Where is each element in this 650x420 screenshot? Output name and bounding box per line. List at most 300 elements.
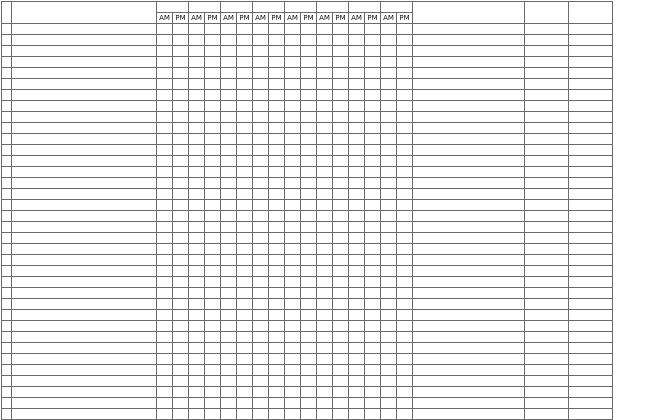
row-schedule-cell bbox=[221, 310, 237, 321]
row-schedule-cell bbox=[205, 222, 221, 233]
row-schedule-cell bbox=[333, 35, 349, 46]
row-clinic-name bbox=[12, 200, 157, 211]
row-tel bbox=[525, 145, 569, 156]
row-schedule-cell bbox=[237, 145, 253, 156]
row-schedule-cell bbox=[253, 123, 269, 134]
row-schedule-cell bbox=[397, 365, 413, 376]
row-schedule-cell bbox=[189, 90, 205, 101]
row-schedule-cell bbox=[157, 189, 173, 200]
row-schedule-cell bbox=[221, 134, 237, 145]
row-schedule-cell bbox=[381, 299, 397, 310]
header-pm: PM bbox=[269, 13, 285, 24]
row-schedule-cell bbox=[317, 123, 333, 134]
row-schedule-cell bbox=[269, 233, 285, 244]
row-schedule-cell bbox=[381, 156, 397, 167]
row-schedule-cell bbox=[349, 233, 365, 244]
row-schedule-cell bbox=[365, 299, 381, 310]
row-schedule-cell bbox=[285, 79, 301, 90]
header-am: AM bbox=[317, 13, 333, 24]
row-schedule-cell bbox=[253, 112, 269, 123]
row-schedule-cell bbox=[189, 310, 205, 321]
row-schedule-cell bbox=[301, 255, 317, 266]
row-schedule-cell bbox=[221, 101, 237, 112]
row-schedule-cell bbox=[333, 68, 349, 79]
row-schedule-cell bbox=[301, 46, 317, 57]
row-schedule-cell bbox=[221, 354, 237, 365]
row-schedule-cell bbox=[221, 233, 237, 244]
row-schedule-cell bbox=[269, 167, 285, 178]
row-schedule-cell bbox=[285, 200, 301, 211]
row-schedule-cell bbox=[285, 178, 301, 189]
row-tel bbox=[525, 277, 569, 288]
row-schedule-cell bbox=[269, 145, 285, 156]
row-schedule-cell bbox=[285, 277, 301, 288]
row-schedule-cell bbox=[381, 101, 397, 112]
row-schedule-cell bbox=[253, 387, 269, 398]
row-schedule-cell bbox=[381, 277, 397, 288]
row-schedule-cell bbox=[301, 376, 317, 387]
row-clinic-name bbox=[12, 409, 157, 420]
row-address bbox=[413, 288, 525, 299]
row-schedule-cell bbox=[317, 57, 333, 68]
row-clinic-name bbox=[12, 266, 157, 277]
row-address bbox=[413, 365, 525, 376]
row-clinic-name bbox=[12, 123, 157, 134]
table-row bbox=[2, 288, 613, 299]
row-schedule-cell bbox=[237, 68, 253, 79]
header-tel bbox=[525, 2, 569, 24]
row-schedule-cell bbox=[189, 134, 205, 145]
row-schedule-cell bbox=[173, 277, 189, 288]
row-schedule-cell bbox=[173, 46, 189, 57]
row-clinic-name bbox=[12, 255, 157, 266]
row-fax bbox=[569, 68, 613, 79]
row-schedule-cell bbox=[237, 233, 253, 244]
row-kana-index bbox=[2, 255, 12, 266]
row-schedule-cell bbox=[253, 244, 269, 255]
row-tel bbox=[525, 332, 569, 343]
row-schedule-cell bbox=[397, 387, 413, 398]
row-schedule-cell bbox=[269, 343, 285, 354]
row-schedule-cell bbox=[205, 134, 221, 145]
row-schedule-cell bbox=[189, 35, 205, 46]
row-schedule-cell bbox=[237, 409, 253, 420]
row-schedule-cell bbox=[189, 255, 205, 266]
row-schedule-cell bbox=[221, 57, 237, 68]
row-address bbox=[413, 90, 525, 101]
table-row bbox=[2, 167, 613, 178]
row-schedule-cell bbox=[349, 35, 365, 46]
table-row bbox=[2, 277, 613, 288]
row-schedule-cell bbox=[189, 79, 205, 90]
row-schedule-cell bbox=[317, 68, 333, 79]
row-schedule-cell bbox=[285, 398, 301, 409]
row-schedule-cell bbox=[301, 200, 317, 211]
row-schedule-cell bbox=[349, 266, 365, 277]
row-schedule-cell bbox=[397, 112, 413, 123]
row-schedule-cell bbox=[317, 145, 333, 156]
row-schedule-cell bbox=[381, 145, 397, 156]
row-schedule-cell bbox=[157, 24, 173, 35]
row-tel bbox=[525, 24, 569, 35]
row-schedule-cell bbox=[237, 244, 253, 255]
table-row bbox=[2, 57, 613, 68]
row-clinic-name bbox=[12, 310, 157, 321]
row-schedule-cell bbox=[269, 189, 285, 200]
row-clinic-name bbox=[12, 134, 157, 145]
row-schedule-cell bbox=[189, 321, 205, 332]
table-row bbox=[2, 200, 613, 211]
header-am: AM bbox=[285, 13, 301, 24]
row-schedule-cell bbox=[333, 211, 349, 222]
row-schedule-cell bbox=[365, 90, 381, 101]
row-schedule-cell bbox=[157, 167, 173, 178]
row-schedule-cell bbox=[333, 398, 349, 409]
table-header bbox=[2, 2, 613, 24]
row-clinic-name bbox=[12, 46, 157, 57]
row-schedule-cell bbox=[253, 46, 269, 57]
row-fax bbox=[569, 255, 613, 266]
row-kana-index bbox=[2, 24, 12, 35]
row-address bbox=[413, 255, 525, 266]
header-am: AM bbox=[253, 13, 269, 24]
row-schedule-cell bbox=[157, 365, 173, 376]
row-schedule-cell bbox=[365, 376, 381, 387]
row-schedule-cell bbox=[221, 343, 237, 354]
row-tel bbox=[525, 387, 569, 398]
row-address bbox=[413, 398, 525, 409]
row-tel bbox=[525, 398, 569, 409]
row-schedule-cell bbox=[189, 112, 205, 123]
row-clinic-name bbox=[12, 145, 157, 156]
row-schedule-cell bbox=[301, 90, 317, 101]
row-schedule-cell bbox=[397, 277, 413, 288]
table-row bbox=[2, 244, 613, 255]
row-schedule-cell bbox=[205, 376, 221, 387]
row-schedule-cell bbox=[253, 178, 269, 189]
row-tel bbox=[525, 112, 569, 123]
row-schedule-cell bbox=[317, 321, 333, 332]
row-fax bbox=[569, 90, 613, 101]
row-schedule-cell bbox=[333, 409, 349, 420]
row-schedule-cell bbox=[237, 277, 253, 288]
row-schedule-cell bbox=[381, 343, 397, 354]
row-schedule-cell bbox=[301, 310, 317, 321]
row-schedule-cell bbox=[173, 68, 189, 79]
table-row bbox=[2, 90, 613, 101]
row-schedule-cell bbox=[397, 255, 413, 266]
row-clinic-name bbox=[12, 112, 157, 123]
row-kana-index bbox=[2, 123, 12, 134]
row-fax bbox=[569, 57, 613, 68]
row-schedule-cell bbox=[301, 244, 317, 255]
row-tel bbox=[525, 310, 569, 321]
row-schedule-cell bbox=[205, 387, 221, 398]
row-schedule-cell bbox=[349, 365, 365, 376]
row-schedule-cell bbox=[301, 398, 317, 409]
row-schedule-cell bbox=[365, 57, 381, 68]
row-schedule-cell bbox=[269, 310, 285, 321]
row-schedule-cell bbox=[157, 145, 173, 156]
row-schedule-cell bbox=[205, 266, 221, 277]
row-schedule-cell bbox=[365, 112, 381, 123]
row-kana-index bbox=[2, 68, 12, 79]
row-clinic-name bbox=[12, 343, 157, 354]
row-schedule-cell bbox=[205, 57, 221, 68]
row-address bbox=[413, 409, 525, 420]
row-schedule-cell bbox=[173, 222, 189, 233]
row-schedule-cell bbox=[301, 288, 317, 299]
row-schedule-cell bbox=[333, 277, 349, 288]
row-schedule-cell bbox=[397, 266, 413, 277]
row-schedule-cell bbox=[285, 24, 301, 35]
table-row bbox=[2, 145, 613, 156]
row-schedule-cell bbox=[189, 178, 205, 189]
row-schedule-cell bbox=[333, 57, 349, 68]
row-schedule-cell bbox=[333, 332, 349, 343]
row-schedule-cell bbox=[349, 211, 365, 222]
table-row bbox=[2, 156, 613, 167]
row-schedule-cell bbox=[381, 189, 397, 200]
row-schedule-cell bbox=[269, 200, 285, 211]
row-schedule-cell bbox=[253, 310, 269, 321]
row-schedule-cell bbox=[381, 244, 397, 255]
row-tel bbox=[525, 343, 569, 354]
row-schedule-cell bbox=[269, 211, 285, 222]
row-schedule-cell bbox=[381, 134, 397, 145]
row-address bbox=[413, 101, 525, 112]
row-clinic-name bbox=[12, 222, 157, 233]
row-schedule-cell bbox=[301, 101, 317, 112]
row-address bbox=[413, 376, 525, 387]
row-schedule-cell bbox=[397, 68, 413, 79]
row-schedule-cell bbox=[189, 387, 205, 398]
row-schedule-cell bbox=[269, 134, 285, 145]
row-kana-index bbox=[2, 244, 12, 255]
row-schedule-cell bbox=[205, 233, 221, 244]
row-schedule-cell bbox=[237, 123, 253, 134]
row-schedule-cell bbox=[173, 35, 189, 46]
row-schedule-cell bbox=[237, 354, 253, 365]
row-schedule-cell bbox=[397, 134, 413, 145]
row-schedule-cell bbox=[333, 145, 349, 156]
table-row bbox=[2, 365, 613, 376]
row-clinic-name bbox=[12, 68, 157, 79]
row-schedule-cell bbox=[285, 244, 301, 255]
row-schedule-cell bbox=[173, 310, 189, 321]
row-schedule-cell bbox=[253, 299, 269, 310]
row-schedule-cell bbox=[221, 211, 237, 222]
row-schedule-cell bbox=[333, 365, 349, 376]
row-schedule-cell bbox=[301, 387, 317, 398]
row-schedule-cell bbox=[157, 277, 173, 288]
row-schedule-cell bbox=[173, 266, 189, 277]
header-pm: PM bbox=[205, 13, 221, 24]
row-schedule-cell bbox=[189, 365, 205, 376]
row-schedule-cell bbox=[285, 376, 301, 387]
row-schedule-cell bbox=[237, 310, 253, 321]
row-schedule-cell bbox=[317, 101, 333, 112]
row-schedule-cell bbox=[397, 145, 413, 156]
row-schedule-cell bbox=[317, 343, 333, 354]
row-schedule-cell bbox=[205, 409, 221, 420]
row-schedule-cell bbox=[237, 211, 253, 222]
row-schedule-cell bbox=[317, 365, 333, 376]
row-schedule-cell bbox=[317, 167, 333, 178]
row-schedule-cell bbox=[397, 200, 413, 211]
row-schedule-cell bbox=[205, 189, 221, 200]
table-row bbox=[2, 233, 613, 244]
row-schedule-cell bbox=[237, 57, 253, 68]
row-schedule-cell bbox=[381, 167, 397, 178]
row-schedule-cell bbox=[317, 90, 333, 101]
row-schedule-cell bbox=[189, 24, 205, 35]
row-schedule-cell bbox=[381, 24, 397, 35]
row-schedule-cell bbox=[381, 178, 397, 189]
row-address bbox=[413, 189, 525, 200]
row-schedule-cell bbox=[269, 244, 285, 255]
table-row bbox=[2, 35, 613, 46]
row-schedule-cell bbox=[285, 35, 301, 46]
row-schedule-cell bbox=[157, 123, 173, 134]
row-schedule-cell bbox=[205, 343, 221, 354]
row-schedule-cell bbox=[221, 376, 237, 387]
table-row bbox=[2, 189, 613, 200]
row-schedule-cell bbox=[173, 321, 189, 332]
row-schedule-cell bbox=[173, 156, 189, 167]
row-schedule-cell bbox=[301, 211, 317, 222]
table-row bbox=[2, 255, 613, 266]
row-schedule-cell bbox=[253, 343, 269, 354]
row-schedule-cell bbox=[301, 35, 317, 46]
row-schedule-cell bbox=[285, 365, 301, 376]
row-schedule-cell bbox=[317, 398, 333, 409]
row-kana-index bbox=[2, 222, 12, 233]
row-schedule-cell bbox=[189, 211, 205, 222]
row-schedule-cell bbox=[365, 24, 381, 35]
row-tel bbox=[525, 35, 569, 46]
row-schedule-cell bbox=[397, 310, 413, 321]
row-schedule-cell bbox=[173, 409, 189, 420]
row-schedule-cell bbox=[333, 101, 349, 112]
row-address bbox=[413, 68, 525, 79]
row-schedule-cell bbox=[253, 354, 269, 365]
row-address bbox=[413, 145, 525, 156]
row-schedule-cell bbox=[237, 343, 253, 354]
row-schedule-cell bbox=[349, 288, 365, 299]
row-schedule-cell bbox=[333, 299, 349, 310]
row-schedule-cell bbox=[157, 57, 173, 68]
row-schedule-cell bbox=[365, 123, 381, 134]
table-row bbox=[2, 123, 613, 134]
row-schedule-cell bbox=[301, 24, 317, 35]
row-schedule-cell bbox=[317, 134, 333, 145]
row-schedule-cell bbox=[157, 156, 173, 167]
row-schedule-cell bbox=[189, 200, 205, 211]
row-schedule-cell bbox=[189, 288, 205, 299]
row-schedule-cell bbox=[285, 57, 301, 68]
header-day-holiday bbox=[381, 2, 413, 13]
row-schedule-cell bbox=[269, 277, 285, 288]
table-row bbox=[2, 24, 613, 35]
row-schedule-cell bbox=[237, 90, 253, 101]
row-address bbox=[413, 35, 525, 46]
row-schedule-cell bbox=[189, 409, 205, 420]
row-schedule-cell bbox=[221, 299, 237, 310]
row-schedule-cell bbox=[189, 266, 205, 277]
row-schedule-cell bbox=[189, 299, 205, 310]
row-schedule-cell bbox=[221, 178, 237, 189]
row-schedule-cell bbox=[365, 288, 381, 299]
row-schedule-cell bbox=[269, 57, 285, 68]
row-schedule-cell bbox=[301, 156, 317, 167]
row-schedule-cell bbox=[269, 255, 285, 266]
table-row bbox=[2, 409, 613, 420]
row-schedule-cell bbox=[349, 134, 365, 145]
row-address bbox=[413, 266, 525, 277]
row-schedule-cell bbox=[221, 189, 237, 200]
row-schedule-cell bbox=[301, 167, 317, 178]
row-schedule-cell bbox=[381, 90, 397, 101]
row-schedule-cell bbox=[381, 376, 397, 387]
row-clinic-name bbox=[12, 387, 157, 398]
row-schedule-cell bbox=[333, 156, 349, 167]
table-row bbox=[2, 101, 613, 112]
row-kana-index bbox=[2, 211, 12, 222]
row-schedule-cell bbox=[189, 46, 205, 57]
row-schedule-cell bbox=[221, 277, 237, 288]
row-tel bbox=[525, 134, 569, 145]
row-schedule-cell bbox=[205, 79, 221, 90]
row-schedule-cell bbox=[237, 332, 253, 343]
row-address bbox=[413, 79, 525, 90]
row-schedule-cell bbox=[365, 145, 381, 156]
row-schedule-cell bbox=[397, 211, 413, 222]
row-schedule-cell bbox=[317, 266, 333, 277]
row-schedule-cell bbox=[269, 46, 285, 57]
row-schedule-cell bbox=[173, 211, 189, 222]
row-schedule-cell bbox=[397, 167, 413, 178]
table-row bbox=[2, 222, 613, 233]
row-schedule-cell bbox=[349, 343, 365, 354]
row-schedule-cell bbox=[269, 332, 285, 343]
row-schedule-cell bbox=[365, 409, 381, 420]
row-schedule-cell bbox=[237, 200, 253, 211]
clinic-schedule-table bbox=[1, 1, 613, 420]
row-schedule-cell bbox=[205, 123, 221, 134]
row-schedule-cell bbox=[237, 134, 253, 145]
row-tel bbox=[525, 68, 569, 79]
row-schedule-cell bbox=[301, 365, 317, 376]
row-clinic-name bbox=[12, 35, 157, 46]
row-kana-index bbox=[2, 90, 12, 101]
row-schedule-cell bbox=[333, 321, 349, 332]
row-schedule-cell bbox=[269, 123, 285, 134]
row-schedule-cell bbox=[237, 387, 253, 398]
row-address bbox=[413, 200, 525, 211]
row-schedule-cell bbox=[317, 79, 333, 90]
row-kana-index bbox=[2, 178, 12, 189]
row-schedule-cell bbox=[157, 79, 173, 90]
table-row bbox=[2, 112, 613, 123]
row-schedule-cell bbox=[221, 145, 237, 156]
row-schedule-cell bbox=[157, 178, 173, 189]
row-schedule-cell bbox=[253, 156, 269, 167]
row-schedule-cell bbox=[173, 178, 189, 189]
row-tel bbox=[525, 376, 569, 387]
row-schedule-cell bbox=[221, 255, 237, 266]
row-schedule-cell bbox=[173, 299, 189, 310]
